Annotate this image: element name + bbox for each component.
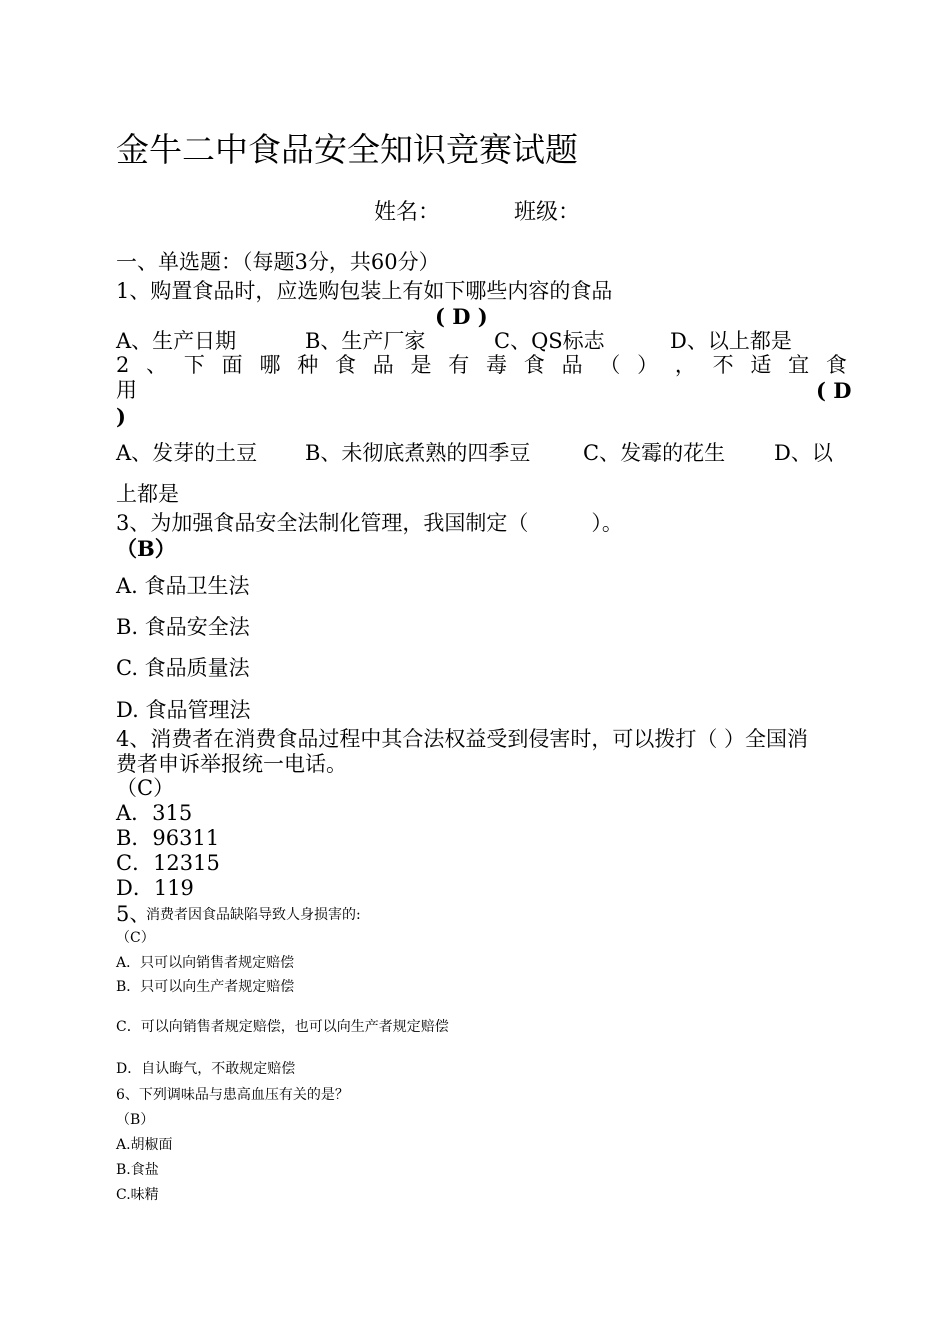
question-2-char: 是 — [410, 353, 432, 377]
question-2-char: 食 — [825, 353, 847, 377]
question-2-text — [116, 353, 847, 378]
question-2-char: 宜 — [788, 353, 810, 377]
question-3-text: 3、为加强食品安全法制化管理，我国制定（ ）。 — [116, 511, 623, 535]
question-2-char: 食 — [523, 353, 545, 377]
question-1-option-c: C、QS标志 — [494, 329, 605, 353]
question-6-option-b: B.食盐 — [116, 1162, 159, 1178]
question-3-option-a: A. 食品卫生法 — [116, 574, 250, 598]
question-2-char: 食 — [334, 353, 356, 377]
question-1-option-b: B、生产厂家 — [305, 329, 426, 353]
question-2-char: 哪 — [259, 353, 281, 377]
question-2-option-b: B、未彻底煮熟的四季豆 — [305, 441, 531, 465]
question-1-answer: ( D ) — [435, 304, 488, 329]
question-2-char: 适 — [750, 353, 772, 377]
question-2-char: 品 — [372, 353, 394, 377]
question-4-text-continued: 费者申诉举报统一电话。 — [116, 752, 347, 776]
question-6-text: 6、下列调味品与患高血压有关的是？ — [116, 1087, 349, 1103]
question-4-option-d: D．119 — [116, 876, 194, 900]
question-5-answer: （C） — [116, 930, 155, 946]
question-2-char: 、 — [146, 353, 168, 377]
question-4-option-b: B．96311 — [116, 826, 220, 850]
question-5-number: 5、 — [116, 902, 151, 926]
question-3-option-c: C. 食品质量法 — [116, 656, 250, 680]
question-2-answer-close: ) — [116, 404, 126, 429]
class-label: 班级： — [514, 200, 581, 225]
question-2-char: 有 — [448, 353, 470, 377]
question-5-option-a: A．只可以向销售者规定赔偿 — [116, 955, 295, 971]
question-2-char: 不 — [712, 353, 734, 377]
question-2-answer: ( D — [816, 378, 852, 403]
question-2-text-continued: 用 — [116, 378, 137, 402]
question-4-option-c: C．12315 — [116, 851, 220, 875]
question-5-option-c: C．可以向销售者规定赔偿，也可以向生产者规定赔偿 — [116, 1019, 449, 1035]
question-4-text: 4、消费者在消费食品过程中其合法权益受到侵害时，可以拨打（ ）全国消 — [116, 727, 809, 751]
question-2-char: ， — [674, 353, 696, 377]
question-2-char: 面 — [221, 353, 243, 377]
question-5-option-d: D．自认晦气，不敢规定赔偿 — [116, 1061, 296, 1077]
question-3-option-b: B. 食品安全法 — [116, 615, 250, 639]
question-2-char: ） — [637, 353, 659, 377]
question-1-option-d: D、以上都是 — [670, 329, 792, 353]
question-2-char: 毒 — [486, 353, 508, 377]
name-label: 姓名： — [374, 200, 441, 225]
page-title: 金牛二中食品安全知识竞赛试题 — [116, 130, 578, 169]
question-4-option-a: A．315 — [116, 801, 193, 825]
section-header: 一、单选题：（每题3分，共60分） — [116, 250, 440, 274]
question-4-answer: （C） — [116, 776, 175, 800]
question-1-option-a: A、生产日期 — [116, 329, 237, 353]
question-1-text: 1、购置食品时，应选购包装上有如下哪些内容的食品 — [116, 279, 613, 303]
question-2-char: 下 — [183, 353, 205, 377]
question-3-option-d: D. 食品管理法 — [116, 698, 251, 722]
question-2-char: 品 — [561, 353, 583, 377]
question-2-char: 种 — [297, 353, 319, 377]
question-5-option-b: B．只可以向生产者规定赔偿 — [116, 979, 295, 995]
question-6-option-c: C.味精 — [116, 1187, 159, 1203]
question-2-option-c: C、发霉的花生 — [583, 441, 726, 465]
question-2-char: （ — [599, 353, 621, 377]
question-6-answer: （B） — [116, 1112, 155, 1128]
question-6-option-a: A.胡椒面 — [116, 1137, 173, 1153]
question-2-option-d-continued: 上都是 — [116, 482, 179, 506]
question-3-answer: （B） — [116, 536, 176, 561]
question-2-option-a: A、发芽的土豆 — [116, 441, 258, 465]
question-2-char: 2 — [116, 353, 130, 377]
question-5-text: 消费者因食品缺陷导致人身损害的: — [146, 907, 361, 923]
question-2-option-d: D、以 — [774, 441, 833, 465]
